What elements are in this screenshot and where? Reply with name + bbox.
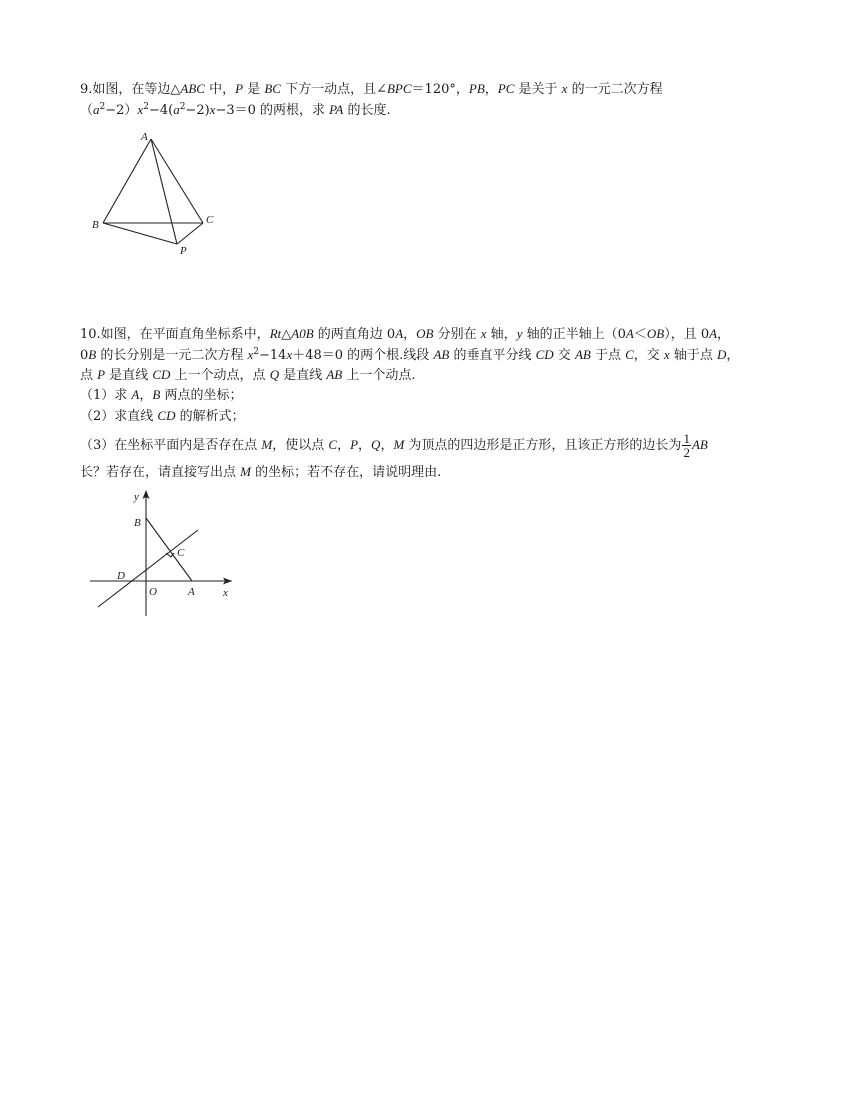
problem10-question3-line1: （3）在坐标平面内是否存在点 M，使以点 C，P，Q，M 为顶点的四边形是正方形，且该正方形的边长为 $\frac{1}{2}$ AB [80, 431, 708, 460]
segment-cp [177, 223, 203, 244]
segment-ab [146, 518, 192, 581]
problem10-question2: （2）求直线 CD 的解析式； [80, 408, 245, 424]
fraction-one-half: $\frac{1}{2}$ [683, 431, 690, 460]
problem10-line1: 10.如图，在平面直角坐标系中，Rt△A0B 的两直角边 0A，OB 分别在 x 轴，y 轴的正半轴上（0A＜OB），且 0A， [80, 326, 731, 342]
segment-ap [151, 139, 177, 244]
problem10-line2: 0B 的长分别是一元二次方程 $x^2-14x+48=0$ 的两个根.线段 AB 的垂直平分线 CD 交 AB 于点 C，交 x 轴于点 D， [80, 347, 740, 363]
label-y: y [134, 491, 139, 503]
label-x: x [223, 587, 228, 599]
right-angle-mark [166, 553, 174, 557]
label-b: B [92, 219, 99, 231]
problem10-question1: （1）求 A，B 两点的坐标； [80, 387, 243, 403]
problem9-figure [88, 128, 228, 260]
problem10-figure [86, 486, 246, 622]
label-b: B [134, 517, 141, 529]
label-c: C [177, 547, 185, 559]
problem9-line2: $(a^2-2)x^2-4(a^2-2)x-3=0$ 的两根，求 PA 的长度. [80, 102, 391, 118]
label-a: A [188, 586, 195, 598]
label-a: A [141, 131, 148, 143]
problem10-line3: 点 P 是直线 CD 上一个动点，点 Q 是直线 AB 上一个动点. [80, 367, 416, 383]
label-d: D [117, 570, 125, 582]
label-p: P [180, 245, 187, 257]
problem9-line1: 9.如图，在等边△ABC 中，P 是 BC 下方一动点，且∠BPC＝120°，PB，PC 是关于 x 的一元二次方程 [80, 81, 663, 97]
label-o: O [149, 586, 157, 598]
label-c: C [206, 214, 214, 226]
segment-ac [151, 139, 203, 223]
problem10-question3-line2: 长？若存在，请直接写出点 M 的坐标；若不存在，请说明理由. [80, 464, 442, 480]
segment-bp [103, 223, 177, 244]
segment-ab [103, 139, 151, 223]
